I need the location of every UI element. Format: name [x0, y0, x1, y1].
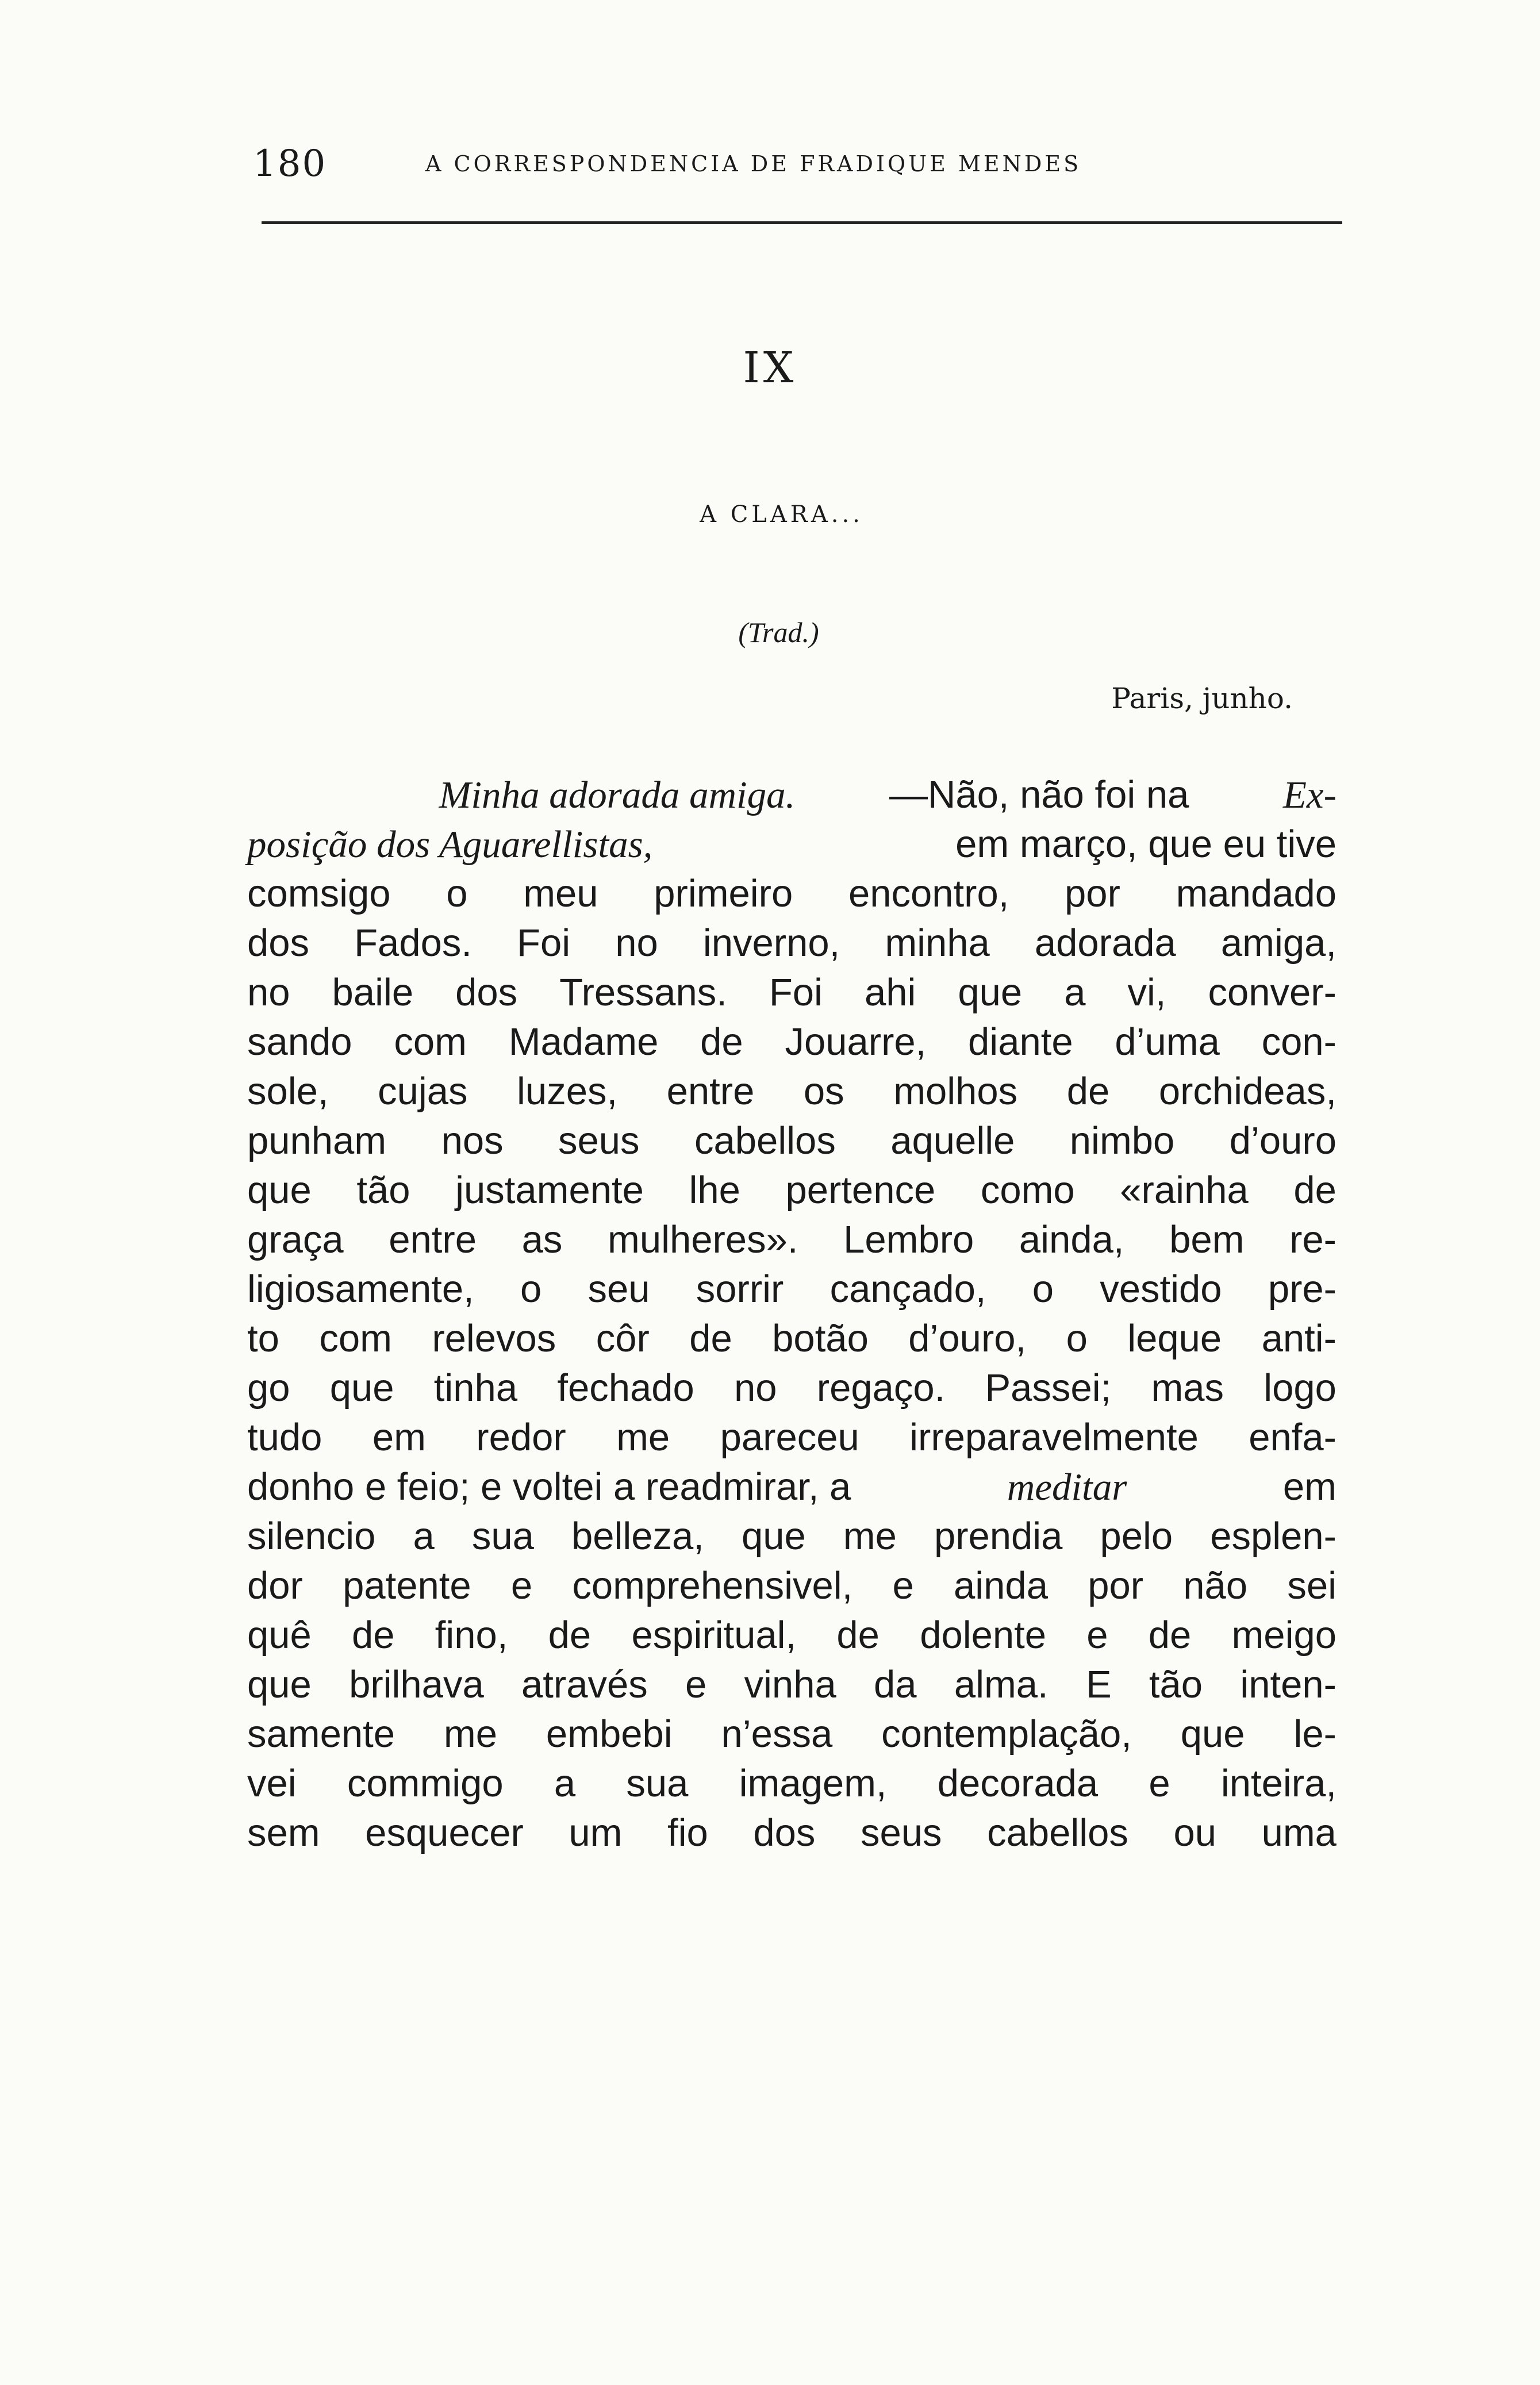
- word: amiga,: [1220, 921, 1337, 965]
- word: que: [958, 971, 1023, 1014]
- body-text-segment: em: [1282, 1465, 1337, 1508]
- word: Foi: [517, 921, 571, 965]
- word: seus: [860, 1811, 942, 1854]
- word: sorrir: [696, 1268, 784, 1311]
- word: ou: [1173, 1811, 1217, 1854]
- word: regaço.: [816, 1366, 946, 1410]
- word: tudo: [247, 1416, 322, 1459]
- word: no: [615, 921, 658, 965]
- word: tão: [1149, 1663, 1203, 1706]
- word: e: [510, 1564, 533, 1607]
- word: d’ouro,: [908, 1317, 1027, 1360]
- word: de: [1148, 1614, 1192, 1657]
- word: uma: [1261, 1811, 1337, 1854]
- word: através: [521, 1663, 648, 1706]
- header-rule: [262, 221, 1342, 224]
- body-italic-segment: meditar: [1007, 1466, 1127, 1508]
- word: entre: [666, 1070, 755, 1113]
- word: Tressans.: [559, 971, 727, 1014]
- word: e: [1149, 1762, 1170, 1805]
- word: entre: [389, 1218, 477, 1261]
- word: adorada: [1034, 921, 1176, 965]
- word: vi,: [1127, 971, 1166, 1014]
- word: dor: [247, 1564, 303, 1607]
- word: luzes,: [517, 1070, 618, 1113]
- salutation: Minha adorada amiga.: [439, 774, 796, 816]
- word: Passei;: [985, 1366, 1112, 1410]
- body-line: [247, 1660, 1337, 1710]
- word: espiritual,: [631, 1614, 797, 1657]
- word: o: [446, 872, 468, 915]
- word: não: [1183, 1564, 1248, 1607]
- word: justamente: [455, 1169, 644, 1212]
- word: dos: [753, 1811, 816, 1854]
- body-line: [247, 820, 1337, 869]
- body-line: [247, 1561, 1337, 1611]
- word: que: [329, 1366, 394, 1410]
- word: de: [1066, 1070, 1110, 1113]
- body-line: [247, 919, 1337, 968]
- word: irreparavelmente: [909, 1416, 1199, 1459]
- translation-note: (Trad.): [738, 616, 819, 648]
- word: quê: [247, 1614, 312, 1657]
- body-line: [247, 1017, 1337, 1067]
- word: por: [1065, 872, 1120, 915]
- word: tinha: [433, 1366, 518, 1410]
- word: de: [836, 1614, 880, 1657]
- word: contemplação,: [881, 1712, 1132, 1756]
- body-text-segment: em março, que eu tive: [955, 823, 1337, 866]
- word: sua: [471, 1515, 534, 1558]
- word: logo: [1264, 1366, 1337, 1410]
- word: aquelle: [890, 1119, 1015, 1162]
- word: commigo: [347, 1762, 504, 1805]
- word: cujas: [378, 1070, 468, 1113]
- word: meigo: [1231, 1614, 1337, 1657]
- word: d’uma: [1115, 1020, 1220, 1063]
- word: relevos: [432, 1317, 556, 1360]
- word: o: [1066, 1317, 1088, 1360]
- word: prendia: [934, 1515, 1063, 1558]
- word: sem: [247, 1811, 320, 1854]
- body-line: [247, 968, 1337, 1017]
- word: Lembro: [843, 1218, 974, 1261]
- word: pelo: [1100, 1515, 1173, 1558]
- word: o: [1032, 1268, 1054, 1311]
- running-head: [253, 135, 1334, 193]
- word: mulheres».: [608, 1218, 798, 1261]
- word: alma.: [954, 1663, 1049, 1706]
- word: esquecer: [365, 1811, 524, 1854]
- body-italic-segment: posição dos Aguarellistas,: [247, 823, 653, 866]
- word: conver-: [1208, 971, 1337, 1014]
- body-line: [247, 869, 1337, 919]
- letter-body: [247, 770, 1337, 1858]
- body-line: [247, 1364, 1337, 1413]
- word: embebi: [546, 1712, 673, 1756]
- word: de: [700, 1020, 743, 1063]
- word: de: [548, 1614, 592, 1657]
- word: e: [685, 1663, 707, 1706]
- word: dos: [247, 921, 310, 965]
- word: sole,: [247, 1070, 329, 1113]
- word: leque: [1127, 1317, 1222, 1360]
- word: seus: [558, 1119, 640, 1162]
- word: bem: [1169, 1218, 1245, 1261]
- word: inteira,: [1220, 1762, 1337, 1805]
- word: inverno,: [702, 921, 840, 965]
- word: dolente: [920, 1614, 1046, 1657]
- word: Madame: [508, 1020, 659, 1063]
- word: as: [521, 1218, 563, 1261]
- word: botão: [772, 1317, 869, 1360]
- word: nimbo: [1069, 1119, 1175, 1162]
- word: no: [734, 1366, 777, 1410]
- word: con-: [1261, 1020, 1337, 1063]
- word: comprehensivel,: [572, 1564, 853, 1607]
- body-line: [247, 1413, 1337, 1462]
- word: imagem,: [739, 1762, 887, 1805]
- word: Foi: [769, 971, 823, 1014]
- word: de: [689, 1317, 732, 1360]
- word: cançado,: [829, 1268, 986, 1311]
- word: fino,: [435, 1614, 508, 1657]
- letter-dateline: Paris, junho.: [1111, 682, 1293, 715]
- word: pertence: [785, 1169, 936, 1212]
- word: sando: [247, 1020, 352, 1063]
- word: sei: [1287, 1564, 1337, 1607]
- word: com: [319, 1317, 392, 1360]
- word: comsigo: [247, 872, 391, 915]
- body-text-segment: donho e feio; e voltei a readmirar, a: [247, 1465, 851, 1508]
- word: pareceu: [720, 1416, 859, 1459]
- word: diante: [968, 1020, 1073, 1063]
- chapter-number: IX: [743, 343, 797, 393]
- body-line: [247, 1265, 1337, 1314]
- word: ainda,: [1019, 1218, 1124, 1261]
- body-line: [247, 1808, 1337, 1858]
- word: patente: [343, 1564, 471, 1607]
- word: com: [394, 1020, 467, 1063]
- word: que: [247, 1663, 312, 1706]
- word: como: [980, 1169, 1075, 1212]
- word: por: [1088, 1564, 1144, 1607]
- chapter-title: A CLARA...: [700, 501, 863, 528]
- word: samente: [247, 1712, 395, 1756]
- word: mandado: [1176, 872, 1337, 915]
- word: n’essa: [721, 1712, 833, 1756]
- body-line: [247, 1116, 1337, 1166]
- word: vinha: [744, 1663, 836, 1706]
- word: de: [1293, 1169, 1337, 1212]
- word: no: [247, 971, 290, 1014]
- body-line: [247, 1215, 1337, 1265]
- word: da: [874, 1663, 917, 1706]
- word: Jouarre,: [785, 1020, 927, 1063]
- word: nos: [441, 1119, 504, 1162]
- word: brilhava: [349, 1663, 484, 1706]
- word: minha: [885, 921, 990, 965]
- word: e: [892, 1564, 914, 1607]
- word: «rainha: [1120, 1169, 1249, 1212]
- running-title: A CORRESPONDENCIA DE FRADIQUE MENDES: [425, 151, 1082, 176]
- word: punham: [247, 1119, 387, 1162]
- word: mas: [1151, 1366, 1224, 1410]
- word: vestido: [1100, 1268, 1222, 1311]
- word: lhe: [689, 1169, 740, 1212]
- word: Fados.: [354, 921, 472, 965]
- word: seu: [587, 1268, 650, 1311]
- word: orchideas,: [1158, 1070, 1337, 1113]
- word: E: [1085, 1663, 1112, 1706]
- word: baile: [332, 971, 414, 1014]
- word: me: [443, 1712, 497, 1756]
- word: redor: [476, 1416, 566, 1459]
- word: um: [569, 1811, 623, 1854]
- word: primeiro: [654, 872, 793, 915]
- word: anti-: [1261, 1317, 1337, 1360]
- body-line: [247, 1512, 1337, 1561]
- word: me: [843, 1515, 897, 1558]
- word: em: [372, 1416, 426, 1459]
- word: silencio: [247, 1515, 376, 1558]
- word: me: [616, 1416, 670, 1459]
- word: ligiosamente,: [247, 1268, 474, 1311]
- word: fio: [667, 1811, 708, 1854]
- word: graça: [247, 1218, 344, 1261]
- body-line: [247, 1166, 1337, 1215]
- word: o: [520, 1268, 542, 1311]
- body-line: [247, 770, 1337, 820]
- word: belleza,: [571, 1515, 704, 1558]
- word: de: [352, 1614, 395, 1657]
- word: to: [247, 1317, 279, 1360]
- word: sua: [626, 1762, 689, 1805]
- word: pre-: [1268, 1268, 1337, 1311]
- page-number: 180: [253, 143, 327, 185]
- word: inten-: [1240, 1663, 1337, 1706]
- word: que: [741, 1515, 806, 1558]
- word: ahi: [864, 971, 916, 1014]
- word: e: [1086, 1614, 1108, 1657]
- chapter-note: [0, 609, 1540, 655]
- word: que: [1180, 1712, 1245, 1756]
- body-line: [247, 1611, 1337, 1660]
- body-line: [247, 1314, 1337, 1364]
- body-line: [247, 1462, 1337, 1512]
- word: encontro,: [848, 872, 1009, 915]
- word: le-: [1293, 1712, 1337, 1756]
- word: ainda: [954, 1564, 1048, 1607]
- word: go: [247, 1366, 290, 1410]
- word: cabellos: [694, 1119, 836, 1162]
- word: a: [1064, 971, 1086, 1014]
- word: molhos: [893, 1070, 1018, 1113]
- word: os: [803, 1070, 844, 1113]
- word: que: [247, 1169, 312, 1212]
- body-line: [247, 1067, 1337, 1116]
- word: côr: [596, 1317, 650, 1360]
- word: d’ouro: [1229, 1119, 1337, 1162]
- word: re-: [1289, 1218, 1337, 1261]
- body-text-segment: —Não, não foi na: [889, 773, 1189, 816]
- word: dos: [455, 971, 518, 1014]
- body-italic-segment: Ex-: [1282, 774, 1337, 816]
- word: a: [554, 1762, 576, 1805]
- word: decorada: [937, 1762, 1099, 1805]
- body-line: [247, 1759, 1337, 1808]
- body-line: [247, 1710, 1337, 1759]
- word: a: [413, 1515, 435, 1558]
- word: cabellos: [987, 1811, 1128, 1854]
- word: tão: [356, 1169, 410, 1212]
- word: esplen-: [1210, 1515, 1337, 1558]
- word: meu: [523, 872, 598, 915]
- word: fechado: [557, 1366, 694, 1410]
- word: enfa-: [1249, 1416, 1337, 1459]
- word: vei: [247, 1762, 297, 1805]
